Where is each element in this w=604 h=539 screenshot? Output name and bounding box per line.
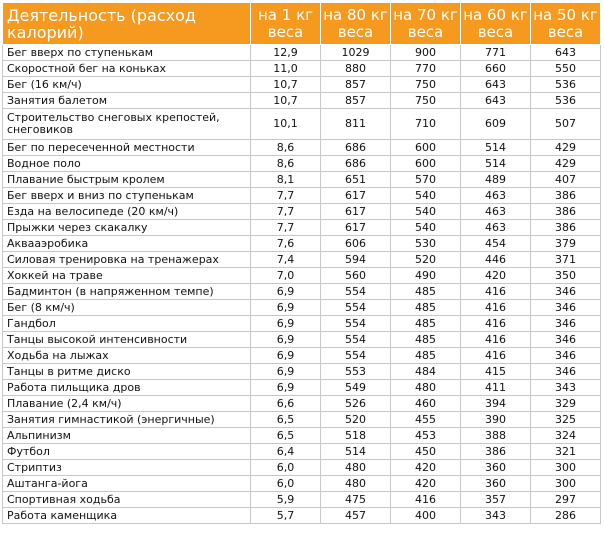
per-70kg-cell: 570 [391, 172, 461, 188]
activity-cell: Работа каменщика [3, 508, 251, 524]
per-70kg-cell: 900 [391, 45, 461, 61]
table-row [3, 364, 601, 380]
activity-cell: Плавание быстрым кролем [3, 172, 251, 188]
per-70kg-cell: 520 [391, 252, 461, 268]
per-80kg-cell: 457 [321, 508, 391, 524]
per-1kg-cell: 7,7 [251, 220, 321, 236]
per-60kg-cell: 643 [461, 77, 531, 93]
per-70kg-cell: 453 [391, 428, 461, 444]
per-80kg-cell: 549 [321, 380, 391, 396]
per-70kg-cell: 450 [391, 444, 461, 460]
per-1kg-cell: 10,1 [251, 109, 321, 140]
activity-cell: Бег (16 км/ч) [3, 77, 251, 93]
per-70kg-cell: 490 [391, 268, 461, 284]
per-70kg-cell: 485 [391, 332, 461, 348]
table-row [3, 204, 601, 220]
per-60kg-cell: 416 [461, 284, 531, 300]
per-80kg-cell: 480 [321, 460, 391, 476]
per-80kg-cell: 857 [321, 93, 391, 109]
per-80kg-cell: 475 [321, 492, 391, 508]
per-1kg-cell: 6,6 [251, 396, 321, 412]
per-70kg-cell: 710 [391, 109, 461, 140]
per-50kg-cell: 346 [531, 364, 601, 380]
per-50kg-cell: 429 [531, 156, 601, 172]
per-50kg-cell: 346 [531, 348, 601, 364]
per-50kg-cell: 350 [531, 268, 601, 284]
per-70kg-cell: 460 [391, 396, 461, 412]
per-50kg-cell: 371 [531, 252, 601, 268]
per-70kg-cell: 420 [391, 476, 461, 492]
table-row [3, 348, 601, 364]
activity-cell: Бег по пересеченной местности [3, 140, 251, 156]
activity-cell: Хоккей на траве [3, 268, 251, 284]
table-row [3, 77, 601, 93]
activity-cell: Занятия гимнастикой (энергичные) [3, 412, 251, 428]
per-60kg-cell: 463 [461, 220, 531, 236]
per-60kg-cell: 411 [461, 380, 531, 396]
per-70kg-cell: 750 [391, 77, 461, 93]
per-50kg-cell: 550 [531, 61, 601, 77]
table-row [3, 332, 601, 348]
activity-cell: Аквааэробика [3, 236, 251, 252]
table-row [3, 476, 601, 492]
per-50kg-cell: 343 [531, 380, 601, 396]
per-70kg-cell: 540 [391, 188, 461, 204]
per-60kg-cell: 771 [461, 45, 531, 61]
per-1kg-cell: 6,4 [251, 444, 321, 460]
per-60kg-cell: 360 [461, 476, 531, 492]
per-50kg-cell: 429 [531, 140, 601, 156]
table-row [3, 172, 601, 188]
per-1kg-cell: 6,9 [251, 348, 321, 364]
per-50kg-cell: 346 [531, 332, 601, 348]
per-80kg-cell: 880 [321, 61, 391, 77]
header-row [3, 3, 601, 45]
per-60kg-cell: 416 [461, 348, 531, 364]
per-60kg-cell: 416 [461, 316, 531, 332]
table-row [3, 460, 601, 476]
header-per-1kg: на 1 кг веса [251, 3, 321, 45]
table-row [3, 380, 601, 396]
per-70kg-cell: 480 [391, 380, 461, 396]
per-80kg-cell: 553 [321, 364, 391, 380]
per-60kg-cell: 394 [461, 396, 531, 412]
per-50kg-cell: 297 [531, 492, 601, 508]
per-80kg-cell: 811 [321, 109, 391, 140]
table-row [3, 492, 601, 508]
per-80kg-cell: 520 [321, 412, 391, 428]
activity-cell: Спортивная ходьба [3, 492, 251, 508]
per-50kg-cell: 329 [531, 396, 601, 412]
per-1kg-cell: 8,6 [251, 140, 321, 156]
per-60kg-cell: 390 [461, 412, 531, 428]
per-80kg-cell: 651 [321, 172, 391, 188]
per-50kg-cell: 536 [531, 77, 601, 93]
activity-cell: Водное поло [3, 156, 251, 172]
per-50kg-cell: 346 [531, 284, 601, 300]
per-1kg-cell: 6,5 [251, 412, 321, 428]
per-1kg-cell: 12,9 [251, 45, 321, 61]
per-1kg-cell: 7,4 [251, 252, 321, 268]
per-60kg-cell: 454 [461, 236, 531, 252]
per-60kg-cell: 415 [461, 364, 531, 380]
per-80kg-cell: 560 [321, 268, 391, 284]
per-60kg-cell: 416 [461, 300, 531, 316]
table-row [3, 444, 601, 460]
per-60kg-cell: 463 [461, 188, 531, 204]
activity-cell: Строительство снеговых крепостей, снеговиков [3, 109, 251, 140]
per-50kg-cell: 325 [531, 412, 601, 428]
per-1kg-cell: 8,1 [251, 172, 321, 188]
per-50kg-cell: 386 [531, 188, 601, 204]
per-60kg-cell: 416 [461, 332, 531, 348]
per-70kg-cell: 600 [391, 156, 461, 172]
activity-cell: Гандбол [3, 316, 251, 332]
per-80kg-cell: 617 [321, 188, 391, 204]
per-70kg-cell: 750 [391, 93, 461, 109]
per-1kg-cell: 7,7 [251, 204, 321, 220]
table-row [3, 396, 601, 412]
per-70kg-cell: 485 [391, 316, 461, 332]
per-50kg-cell: 386 [531, 204, 601, 220]
per-1kg-cell: 6,9 [251, 284, 321, 300]
header-per-80kg: на 80 кг веса [321, 3, 391, 45]
activity-cell: Скоростной бег на коньках [3, 61, 251, 77]
activity-cell: Занятия балетом [3, 93, 251, 109]
activity-cell: Танцы высокой интенсивности [3, 332, 251, 348]
activity-cell: Танцы в ритме диско [3, 364, 251, 380]
per-80kg-cell: 554 [321, 348, 391, 364]
per-50kg-cell: 643 [531, 45, 601, 61]
per-50kg-cell: 300 [531, 460, 601, 476]
per-70kg-cell: 540 [391, 204, 461, 220]
per-80kg-cell: 617 [321, 220, 391, 236]
per-1kg-cell: 7,7 [251, 188, 321, 204]
activity-cell: Альпинизм [3, 428, 251, 444]
per-50kg-cell: 536 [531, 93, 601, 109]
activity-cell: Работа пильщика дров [3, 380, 251, 396]
per-70kg-cell: 400 [391, 508, 461, 524]
per-80kg-cell: 554 [321, 284, 391, 300]
per-80kg-cell: 686 [321, 140, 391, 156]
per-60kg-cell: 514 [461, 156, 531, 172]
per-60kg-cell: 420 [461, 268, 531, 284]
header-per-50kg: на 50 кг веса [531, 3, 601, 45]
per-80kg-cell: 606 [321, 236, 391, 252]
per-80kg-cell: 617 [321, 204, 391, 220]
per-50kg-cell: 346 [531, 300, 601, 316]
activity-cell: Ходьба на лыжах [3, 348, 251, 364]
per-60kg-cell: 660 [461, 61, 531, 77]
per-70kg-cell: 485 [391, 300, 461, 316]
table-row [3, 220, 601, 236]
calorie-table [2, 2, 601, 524]
per-80kg-cell: 554 [321, 300, 391, 316]
per-80kg-cell: 526 [321, 396, 391, 412]
table-row [3, 412, 601, 428]
activity-cell: Аштанга-йога [3, 476, 251, 492]
table-row [3, 109, 601, 140]
per-60kg-cell: 446 [461, 252, 531, 268]
table-row [3, 61, 601, 77]
per-80kg-cell: 686 [321, 156, 391, 172]
per-1kg-cell: 6,9 [251, 332, 321, 348]
per-80kg-cell: 857 [321, 77, 391, 93]
per-70kg-cell: 530 [391, 236, 461, 252]
activity-cell: Футбол [3, 444, 251, 460]
per-60kg-cell: 357 [461, 492, 531, 508]
per-70kg-cell: 484 [391, 364, 461, 380]
per-60kg-cell: 609 [461, 109, 531, 140]
header-per-70kg: на 70 кг веса [391, 3, 461, 45]
per-70kg-cell: 540 [391, 220, 461, 236]
activity-cell: Бег вверх и вниз по ступенькам [3, 188, 251, 204]
per-70kg-cell: 485 [391, 348, 461, 364]
header-per-60kg: на 60 кг веса [461, 3, 531, 45]
per-1kg-cell: 6,9 [251, 300, 321, 316]
per-1kg-cell: 6,9 [251, 316, 321, 332]
per-80kg-cell: 514 [321, 444, 391, 460]
per-1kg-cell: 5,7 [251, 508, 321, 524]
per-60kg-cell: 643 [461, 93, 531, 109]
per-1kg-cell: 6,9 [251, 380, 321, 396]
per-60kg-cell: 388 [461, 428, 531, 444]
table-row [3, 284, 601, 300]
per-50kg-cell: 386 [531, 220, 601, 236]
table-row [3, 268, 601, 284]
per-80kg-cell: 554 [321, 316, 391, 332]
per-80kg-cell: 480 [321, 476, 391, 492]
per-50kg-cell: 286 [531, 508, 601, 524]
per-80kg-cell: 594 [321, 252, 391, 268]
table-body [3, 45, 601, 524]
per-60kg-cell: 489 [461, 172, 531, 188]
per-60kg-cell: 343 [461, 508, 531, 524]
per-70kg-cell: 455 [391, 412, 461, 428]
per-60kg-cell: 514 [461, 140, 531, 156]
per-1kg-cell: 7,6 [251, 236, 321, 252]
per-1kg-cell: 10,7 [251, 77, 321, 93]
per-60kg-cell: 463 [461, 204, 531, 220]
table-row [3, 236, 601, 252]
per-1kg-cell: 6,5 [251, 428, 321, 444]
table-row [3, 156, 601, 172]
activity-cell: Силовая тренировка на тренажерах [3, 252, 251, 268]
activity-cell: Бег вверх по ступенькам [3, 45, 251, 61]
per-50kg-cell: 379 [531, 236, 601, 252]
per-1kg-cell: 6,0 [251, 476, 321, 492]
table-row [3, 140, 601, 156]
per-60kg-cell: 386 [461, 444, 531, 460]
per-70kg-cell: 770 [391, 61, 461, 77]
per-70kg-cell: 416 [391, 492, 461, 508]
table-row [3, 300, 601, 316]
per-80kg-cell: 1029 [321, 45, 391, 61]
per-80kg-cell: 518 [321, 428, 391, 444]
per-50kg-cell: 346 [531, 316, 601, 332]
table-row [3, 93, 601, 109]
per-1kg-cell: 7,0 [251, 268, 321, 284]
per-1kg-cell: 10,7 [251, 93, 321, 109]
table-row [3, 316, 601, 332]
table-row [3, 428, 601, 444]
per-60kg-cell: 360 [461, 460, 531, 476]
activity-cell: Езда на велосипеде (20 км/ч) [3, 204, 251, 220]
per-80kg-cell: 554 [321, 332, 391, 348]
per-1kg-cell: 6,0 [251, 460, 321, 476]
per-1kg-cell: 6,9 [251, 364, 321, 380]
table-row [3, 45, 601, 61]
table-row [3, 508, 601, 524]
per-70kg-cell: 600 [391, 140, 461, 156]
table-row [3, 252, 601, 268]
per-1kg-cell: 11,0 [251, 61, 321, 77]
per-50kg-cell: 507 [531, 109, 601, 140]
per-50kg-cell: 324 [531, 428, 601, 444]
table-row [3, 188, 601, 204]
per-50kg-cell: 300 [531, 476, 601, 492]
per-70kg-cell: 420 [391, 460, 461, 476]
header-activity: Деятельность (расход калорий) [3, 3, 251, 45]
per-50kg-cell: 321 [531, 444, 601, 460]
per-70kg-cell: 485 [391, 284, 461, 300]
activity-cell: Бег (8 км/ч) [3, 300, 251, 316]
per-1kg-cell: 5,9 [251, 492, 321, 508]
activity-cell: Стриптиз [3, 460, 251, 476]
activity-cell: Бадминтон (в напряженном темпе) [3, 284, 251, 300]
per-50kg-cell: 407 [531, 172, 601, 188]
activity-cell: Плавание (2,4 км/ч) [3, 396, 251, 412]
activity-cell: Прыжки через скакалку [3, 220, 251, 236]
per-1kg-cell: 8,6 [251, 156, 321, 172]
